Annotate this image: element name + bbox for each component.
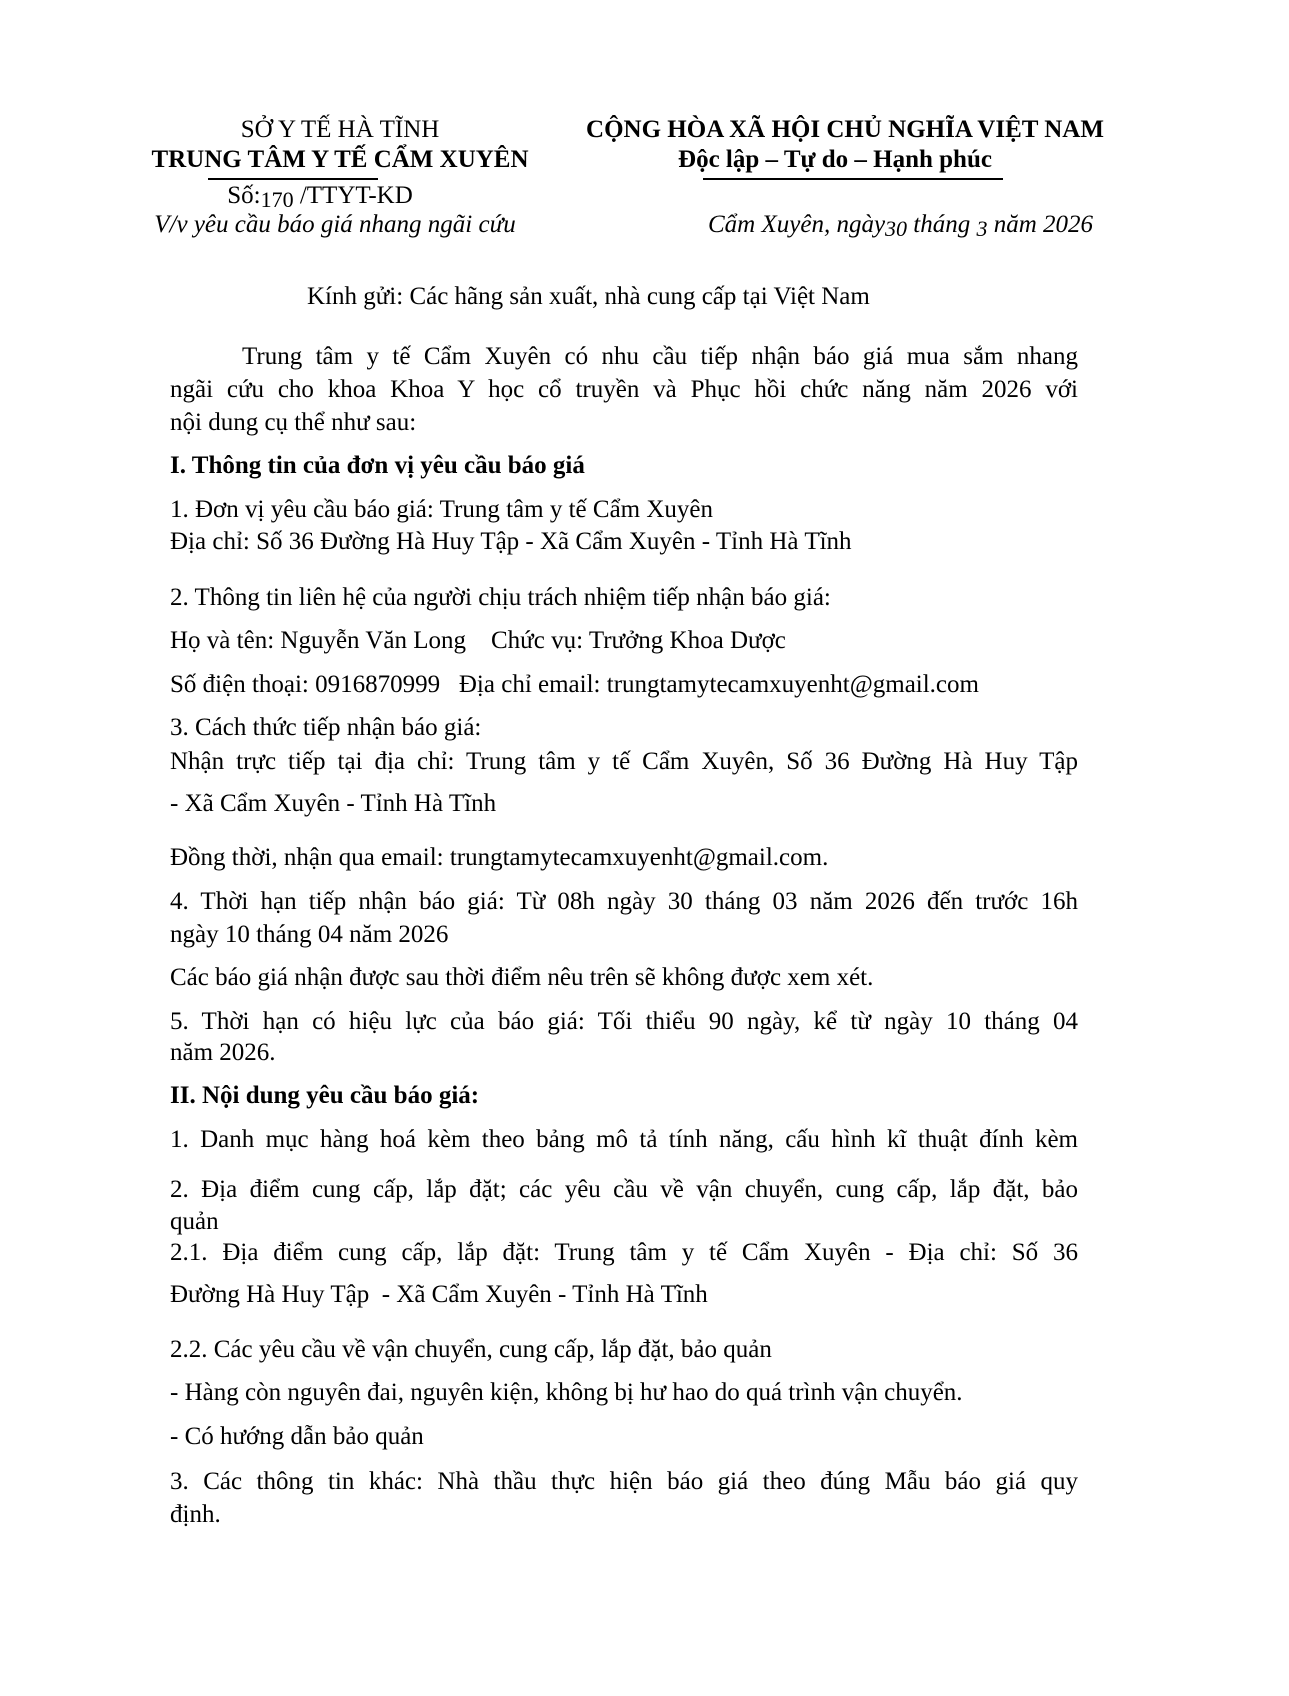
motto-underline [703,178,1003,180]
date-day: 30 [885,216,908,241]
section-1-line: Số điện thoại: 0916870999 Địa chỉ email: trungtamytecamxuyenht@gmail.com [170,671,979,698]
section-1-line: 1. Đơn vị yêu cầu báo giá: Trung tâm y tế Cẩm Xuyên [170,496,714,523]
section-2-line: 2.2. Các yêu cầu về vận chuyển, cung cấp, lắp đặt, bảo quản [170,1336,772,1363]
date-suffix: năm 2026 [987,211,1094,238]
section-2-line: - Hàng còn nguyên đai, nguyên kiện, không bị hư hao do quá trình vận chuyển. [170,1379,963,1406]
section-1-line: Các báo giá nhận được sau thời điểm nêu trên sẽ không được xem xét. [170,964,874,991]
subject-line: V/v yêu cầu báo giá nhang ngãi cứu [154,211,516,238]
section-1-line: ngày 10 tháng 04 năm 2026 [170,921,449,948]
section-1-line: 5. Thời hạn có hiệu lực của báo giá: Tối thiểu 90 ngày, kể từ ngày 10 tháng 04 [170,1008,1078,1035]
section-2-line: 1. Danh mục hàng hoá kèm theo bảng mô tả tính năng, cấu hình kĩ thuật đính kèm [170,1126,1078,1153]
section-2-line: - Có hướng dẫn bảo quản [170,1423,424,1450]
section-2-line: định. [170,1501,221,1528]
intro-line: nội dung cụ thể như sau: [170,409,417,436]
section-2-heading: II. Nội dung yêu cầu báo giá: [170,1082,480,1109]
section-1-line: 3. Cách thức tiếp nhận báo giá: [170,714,482,741]
section-1-line: Nhận trực tiếp tại địa chỉ: Trung tâm y tế Cẩm Xuyên, Số 36 Đường Hà Huy Tập [170,748,1078,775]
section-2-line: quản [170,1208,219,1235]
country-name: CỘNG HÒA XÃ HỘI CHỦ NGHĨA VIỆT NAM [586,116,1104,143]
motto: Độc lập – Tự do – Hạnh phúc [678,146,992,173]
number-suffix: /TTYT-KD [293,182,413,209]
section-1-line: Họ và tên: Nguyễn Văn Long Chức vụ: Trưởng Khoa Dược [170,627,786,654]
date-prefix: Cẩm Xuyên, ngày [708,211,886,238]
section-1-line: 2. Thông tin liên hệ của người chịu trách nhiệm tiếp nhận báo giá: [170,584,831,611]
section-2-line: 3. Các thông tin khác: Nhà thầu thực hiện báo giá theo đúng Mẫu báo giá quy [170,1468,1078,1495]
date-mid: tháng [907,211,977,238]
section-1-heading: I. Thông tin của đơn vị yêu cầu báo giá [170,452,585,479]
date-month: 3 [976,216,988,241]
agency-name: SỞ Y TẾ HÀ TĨNH [240,116,440,143]
section-1-line: 4. Thời hạn tiếp nhận báo giá: Từ 08h ngày 30 tháng 03 năm 2026 đến trước 16h [170,888,1078,915]
intro-line: Trung tâm y tế Cẩm Xuyên có nhu cầu tiếp nhận báo giá mua sắm nhang [242,343,1078,370]
section-2-line: 2.1. Địa điểm cung cấp, lắp đặt: Trung tâm y tế Cẩm Xuyên - Địa chỉ: Số 36 [170,1239,1078,1266]
section-1-line: năm 2026. [170,1039,276,1066]
document-number [110,180,530,212]
section-2-line: Đường Hà Huy Tập - Xã Cẩm Xuyên - Tỉnh Hà Tĩnh [170,1281,708,1308]
number-value: 170 [260,187,294,212]
section-1-line: Đồng thời, nhận qua email: trungtamytecamxuyenht@gmail.com. [170,844,829,871]
section-1-line: Địa chỉ: Số 36 Đường Hà Huy Tập - Xã Cẩm Xuyên - Tỉnh Hà Tĩnh [170,528,852,555]
recipient-line: Kính gửi: Các hãng sản xuất, nhà cung cấp tại Việt Nam [307,283,870,310]
unit-name: TRUNG TÂM Y TẾ CẨM XUYÊN [151,146,529,173]
intro-line: ngãi cứu cho khoa Khoa Y học cổ truyền và Phục hồi chức năng năm 2026 với [170,376,1078,403]
section-1-line: - Xã Cẩm Xuyên - Tỉnh Hà Tĩnh [170,790,497,817]
number-prefix: Số: [227,182,261,209]
date-line [708,209,1093,241]
section-2-line: 2. Địa điểm cung cấp, lắp đặt; các yêu cầu về vận chuyển, cung cấp, lắp đặt, bảo [170,1176,1078,1203]
